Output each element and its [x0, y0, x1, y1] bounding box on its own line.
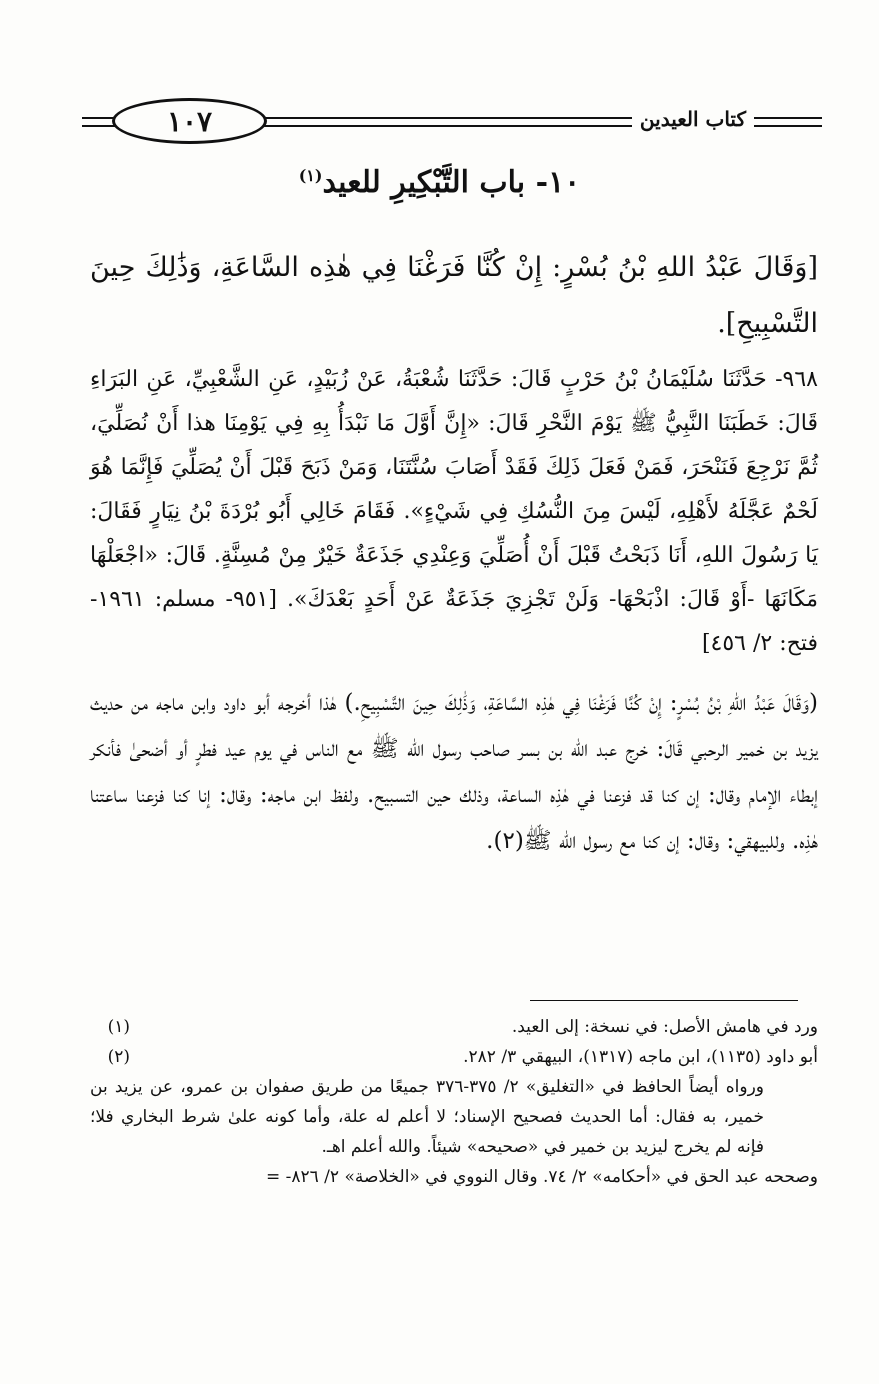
- chapter-title-text: ١٠- باب التَّبْكِيرِ للعيد: [322, 165, 581, 200]
- commentary-paragraph: (وَقَالَ عَبْدُ اللهِ بْنُ بُسْرٍ: إِنْ كُنَّا فَرَغْنَا فِي هٰذِه السَّاعَةِ، وَذَٰلِكَ حِينَ التَّسْبِيحِ.) هٰذا أخرجه أبو داود وابن ماجه من حديث يزيد بن خمير الرحبي قَالَ: خرج عبد الله بن بسر صاحب رسول الله ﷺ مع الناس في يوم عيد فطرٍ أو أضحىٰ فأنكر إبطاء الإمام وقال: إن كنا قد فزعنا في هٰذِه الساعة، وذلك حين التسبيح. ولفظ ابن ماجه: وقال: إنا كنا فزعنا ساعتنا هٰذِه. وللبيهقي: وقال: إن كنا مع رسول الله ﷺ(٢).: [90, 690, 818, 854]
- footnote-marker: (١): [107, 1017, 130, 1037]
- footnotes: [90, 1012, 818, 1192]
- footnote-last-line: وصححه عبد الحق في «أحكامه» ٢/ ٧٤. وقال النووي في «الخلاصة» ٢/ ٨٢٦- =: [265, 1167, 818, 1187]
- footnote-item: [90, 1042, 818, 1072]
- footnote-item: [90, 1012, 818, 1042]
- footnote-marker: (٢): [107, 1047, 130, 1067]
- footnote-separator: [530, 1000, 798, 1001]
- hadith-paragraph: ٩٦٨- حَدَّثَنَا سُلَيْمَانُ بْنُ حَرْبٍ قَالَ: حَدَّثَنَا شُعْبَةُ، عَنْ زُبَيْدٍ، عَنِ الشَّعْبِيِّ، عَنِ البَرَاءِ قَالَ: خَطَبَنَا النَّبِيُّ ﷺ يَوْمَ النَّحْرِ قَالَ: «إِنَّ أَوَّلَ مَا نَبْدَأُ بِهِ فِي يَوْمِنَا هذا أَنْ نُصَلِّيَ، ثُمَّ نَرْجِعَ فَنَنْحَرَ، فَمَنْ فَعَلَ ذَلِكَ فَقَدْ أَصَابَ سُنَّتَنَا، وَمَنْ ذَبَحَ قَبْلَ أَنْ يُصَلِّيَ فَإِنَّمَا هُوَ لَحْمٌ عَجَّلَهُ لأَهْلِهِ، لَيْسَ مِنَ النُّسُكِ فِي شَيْءٍ». فَقَامَ خَالِي أَبُو بُرْدَةَ بْنُ نِيَارٍ فَقَالَ: يَا رَسُولَ اللهِ، أَنَا ذَبَحْتُ قَبْلَ أَنْ أُصَلِّيَ وَعِنْدِي جَذَعَةٌ خَيْرٌ مِنْ مُسِنَّةٍ. قَالَ: «اجْعَلْهَا مَكَانَهَا -أَوْ قَالَ: اذْبَحْهَا- وَلَنْ تَجْزِيَ جَذَعَةٌ عَنْ أَحَدٍ بَعْدَكَ». [٩٥١- مسلم: ١٩٦١- فتح: ٢/ ٤٥٦]: [90, 367, 819, 656]
- footnote-text: ورد في هامش الأصل: في نسخة: إلى العيد.: [511, 1017, 818, 1037]
- footnote-continuation: ورواه أيضاً الحافظ في «التغليق» ٢/ ٣٧٥-٣٧٦ جميعًا من طريق صفوان بن عمرو، عن يزيد بن خمير، به فقال: أما الحديث فصحيح الإسناد؛ لا أعلم له علة، وأما كونه علىٰ شرط البخاري فلا؛ فإنه لم يخرج ليزيد بن خمير في «صحيحه» شيئاً. والله أعلم اهـ.: [90, 1077, 764, 1157]
- page-number: ١٠٧: [112, 98, 267, 144]
- footnote-text: أبو داود (١١٣٥)، ابن ماجه (١٣١٧)، البيهقي ٣/ ٢٨٢.: [463, 1047, 818, 1067]
- chapter-title: [0, 165, 879, 200]
- running-title: كتاب العيدين: [632, 107, 754, 131]
- page-header: [82, 95, 822, 151]
- chapter-footnote-marker: (١): [298, 166, 323, 185]
- quote-paragraph: [وَقَالَ عَبْدُ اللهِ بْنُ بُسْرٍ: إِنْ كُنَّا فَرَغْنَا فِي هٰذِه السَّاعَةِ، وَذَٰلِكَ حِينَ التَّسْبِيحِ].: [90, 252, 818, 339]
